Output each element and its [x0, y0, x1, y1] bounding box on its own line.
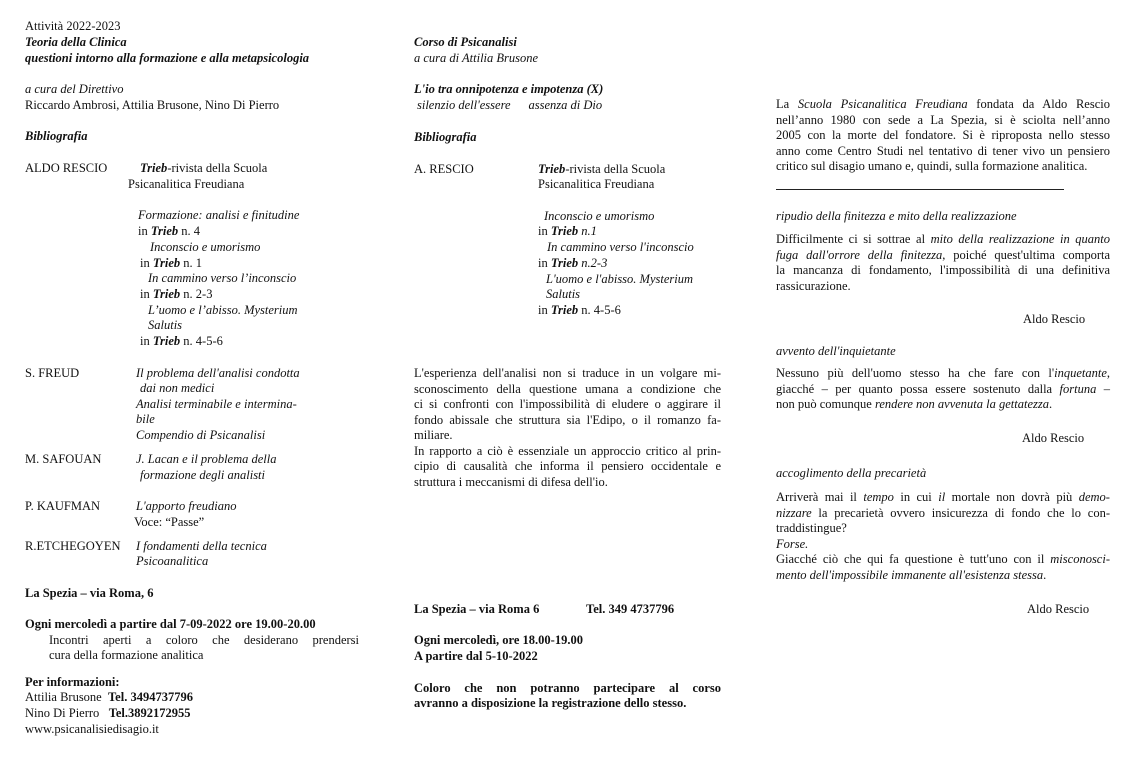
book-title: Il problema dell'analisi condotta — [136, 366, 300, 380]
schedule: Ogni mercoledì, ore 18.00-19.00 — [414, 633, 583, 647]
author-kaufman: P. KAUFMAN — [25, 499, 101, 513]
curators: Riccardo Ambrosi, Attilia Brusone, Nino Di Pierro — [25, 98, 280, 112]
school-intro: La Scuola Psicanalitica Freudiana fondata da Aldo Rescio nell’anno 1980 con sede a La Spezia, si è sciolta nell’anno 2005 con la morte del fondatore. Si è riproposta nello stesso anno come Centro Studi nel tentativo di tener vivo un pensiero critico sul disagio umano e, quindi, sulla formazione analitica. — [776, 97, 1110, 173]
phone: Tel. 349 4737796 — [586, 602, 675, 616]
section-text: Arriverà mai il tempo in cui il mortale non dovrà più demo- nizzare la precarietà ovvero insicurezza di fondo che lo con- traddistingue? Forse. Giacché ciò che qui fa questione è tutt'uno con il misconosci- mento dell'impossibile immanente all'esistenza stessa. — [776, 490, 1110, 582]
author-etchegoyen: R.ETCHEGOYEN — [25, 539, 121, 553]
author-safouan: M. SAFOUAN — [25, 452, 102, 466]
book-title: L'apporto freudiano — [136, 499, 237, 513]
book-source: in Trieb n.1 — [538, 224, 597, 238]
book-title: In cammino verso l'inconscio — [547, 240, 694, 254]
section-text: Difficilmente ci si sottrae al mito della realizzazione in quanto fuga dall'orrore della finitezza, poiché quest'ultima comporta la mancanza di fondamento, l'impossibilità di una definitiva rassicurazione. — [776, 232, 1110, 293]
bibliography-heading: Bibliografia — [414, 130, 477, 144]
book-title: I fondamenti della tecnica — [136, 539, 267, 553]
book-title: Inconscio e umorismo — [150, 240, 261, 254]
book-source: in Trieb n. 4-5-6 — [538, 303, 621, 317]
book-note: Voce: “Passe” — [134, 515, 205, 529]
book-title: In cammino verso l’inconscio — [148, 271, 297, 285]
signature-text: Aldo Rescio — [1027, 602, 1090, 616]
trieb-journal-line2: Psicanalitica Freudiana — [128, 177, 245, 191]
schedule: Ogni mercoledì a partire dal 7-09-2022 ore 19.00-20.00 — [25, 617, 316, 631]
course-paragraph: L'esperienza dell'analisi non si traduce in un volgare mi- sconoscimento della questione umana a condizione che ci si confronti con l'impossibilità di eludere o aggirare il fondo abissale che struttura sia l'Edipo, o il romanzo fa- miliare. In rapporto a ciò è essenziale un approccio critico al prin- cipio di causalità che informa il pensiero occidentale e struttura i meccanismi di difesa dell'io. — [414, 366, 721, 489]
book-title: bile — [136, 412, 155, 426]
book-source: in Trieb n.2-3 — [538, 256, 608, 270]
contact-di-pierro: Nino Di Pierro Tel.3892172955 — [25, 706, 191, 720]
book-title: Psicoanalitica — [136, 554, 209, 568]
address: La Spezia – via Roma, 6 — [25, 586, 154, 600]
book-source: in Trieb n. 4-5-6 — [140, 334, 223, 348]
book-title: dai non medici — [140, 381, 215, 395]
book-source: in Trieb n. 2-3 — [140, 287, 213, 301]
course-title: Corso di Psicanalisi — [414, 35, 517, 49]
recording-note: Coloro che non potranno partecipare al corso — [414, 681, 721, 695]
seminar-subtitle: questioni intorno alla formazione e alla metapsicologia — [25, 51, 310, 65]
book-title: formazione degli analisti — [140, 468, 265, 482]
book-title: L'uomo e l'abisso. Mysterium — [546, 272, 694, 286]
book-title: Formazione: analisi e finitudine — [138, 208, 300, 222]
book-source: in Trieb n. 4 — [138, 224, 201, 238]
course-subtopic: silenzio dell'essere assenza di Dio — [417, 98, 603, 112]
author-rescio: ALDO RESCIO — [25, 161, 108, 175]
book-source: in Trieb n. 1 — [140, 256, 203, 270]
year-label: Attività 2022-2023 — [25, 19, 121, 33]
book-title-line2: Salutis — [546, 287, 581, 301]
book-title: Compendio di Psicanalisi — [136, 428, 266, 442]
book-title: Inconscio e umorismo — [544, 209, 655, 223]
section-text: Nessuno più dell'uomo stesso ha che fare con l'inquetante, giacché – per quanto possa essere sostenuto dalla fortuna – non può comunque rendere non avvenuta la gettatezza. — [776, 366, 1111, 411]
book-title: Analisi terminabile e intermina- — [136, 397, 297, 411]
start-date: A partire dal 5-10-2022 — [414, 649, 538, 663]
recording-note-line2: avranno a disposizione la registrazione dello stesso. — [414, 696, 687, 710]
section-heading: ripudio della finitezza e mito della realizzazione — [776, 209, 1017, 223]
course-topic: L'io tra onnipotenza e impotenza (X) — [414, 82, 604, 96]
book-title: J. Lacan e il problema della — [136, 452, 277, 466]
signature-text: Aldo Rescio — [1022, 431, 1085, 445]
section-heading: accoglimento della precarietà — [776, 466, 927, 480]
divider — [776, 189, 1064, 190]
curated-label: a cura del Direttivo — [25, 82, 124, 96]
contact-brusone: Attilia Brusone Tel. 3494737796 — [25, 690, 193, 704]
trieb-journal-line2: Psicanalitica Freudiana — [538, 177, 655, 191]
schedule-description-line2: cura della formazione analitica — [49, 648, 204, 662]
address: La Spezia – via Roma 6 — [414, 602, 540, 616]
signature-text: Aldo Rescio — [1023, 312, 1086, 326]
trieb-journal: Trieb-rivista della Scuola — [538, 162, 666, 176]
website-link[interactable]: www.psicanalisiedisagio.it — [25, 722, 159, 736]
author-freud: S. FREUD — [25, 366, 80, 380]
course-curator: a cura di Attilia Brusone — [414, 51, 539, 65]
author-rescio: A. RESCIO — [414, 162, 474, 176]
schedule-description: Incontri aperti a coloro che desiderano prendersi — [49, 633, 359, 647]
info-label: Per informazioni: — [25, 675, 120, 689]
book-title-line2: Salutis — [148, 318, 183, 332]
section-heading: avvento dell'inquietante — [776, 344, 896, 358]
trieb-journal: Trieb-rivista della Scuola — [140, 161, 268, 175]
seminar-title: Teoria della Clinica — [25, 35, 127, 49]
bibliography-heading: Bibliografia — [25, 129, 88, 143]
book-title: L’uomo e l’abisso. Mysterium — [148, 303, 298, 317]
